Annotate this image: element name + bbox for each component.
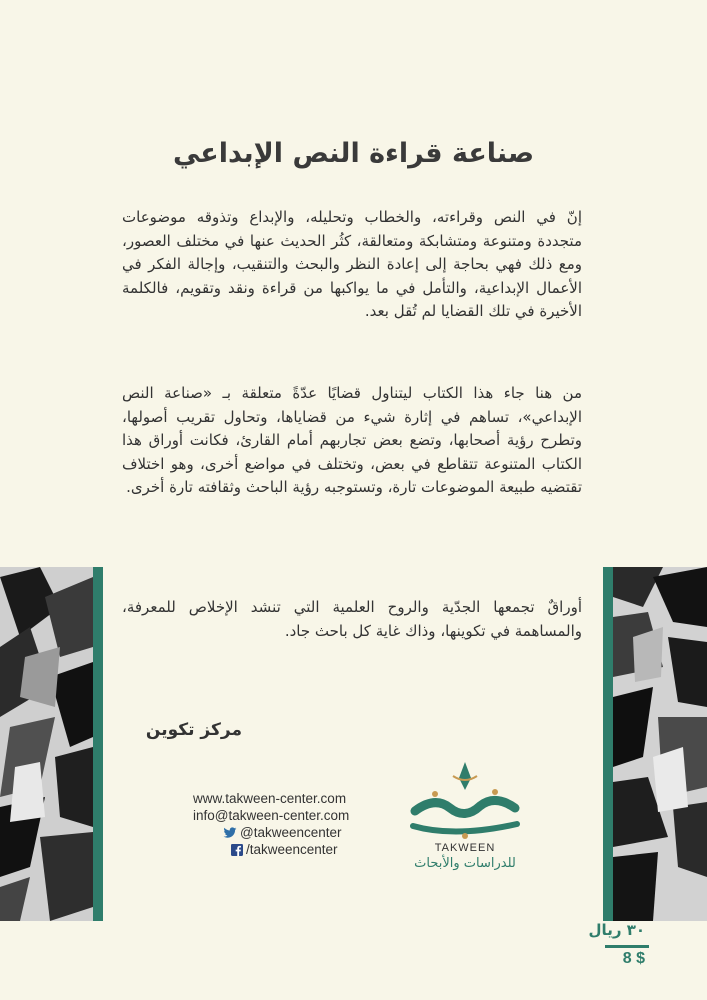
- email-link[interactable]: info@takween-center.com: [193, 808, 350, 823]
- decorative-shards-right: [613, 567, 707, 921]
- accent-bar-right: [603, 567, 613, 921]
- price-divider: [605, 945, 649, 948]
- logo-tagline: للدراسات والأبحاث: [414, 856, 516, 871]
- contact-block: [193, 790, 349, 858]
- paragraph-1: إنّ في النص وقراءته، والخطاب وتحليله، والإبداع وتذوقه موضوعات متجددة ومتنوعة ومتشابكة ومتعالقة، كثُر الحديث عنها في مختلف العصور، ومع ذلك فهي بحاجة إلى إعادة النظر والبحث والتنقيب، وإجالة الفكر في الأعمال الإبداعية، والتأمل في ما يواكبها من قراءة ونقد وتقويم، فالكلمة الأخيرة في تلك القضايا لم تُقل بعد.: [122, 208, 582, 320]
- paragraph-3: أوراقٌ تجمعها الجدّية والروح العلمية التي تنشد الإخلاص للمعرفة، والمساهمة في تكوينها، وذاك غاية كل باحث جاد.: [122, 598, 582, 640]
- book-title: صناعة قراءة النص الإبداعي: [172, 138, 535, 169]
- website-link[interactable]: www.takween-center.com: [193, 791, 347, 806]
- accent-bar-left: [93, 567, 103, 921]
- twitter-icon: [223, 827, 237, 839]
- price-usd: 8 $: [622, 950, 645, 967]
- price-sar: ٣٠ ريال: [588, 921, 645, 939]
- facebook-icon: [231, 844, 243, 856]
- facebook-handle[interactable]: /takweencenter: [246, 842, 338, 857]
- facebook-row: [193, 841, 349, 858]
- website-row: [193, 790, 349, 807]
- twitter-row: [193, 824, 349, 841]
- twitter-handle[interactable]: @takweencenter: [240, 825, 342, 840]
- decorative-shards-left: [0, 567, 93, 921]
- logo-english-text: TAKWEEN: [434, 842, 496, 854]
- paragraph-2: من هنا جاء هذا الكتاب ليتناول قضايًا عدّةً متعلقة بـ «صناعة النص الإبداعي»، تساهم في إثارة شيء من قضاياها، وتحاول تقريب أصولها، وتطرح رؤية أصحابها، وتضع بعض تجاربهم أمام القارئ، فكانت أوراق هذا الكتاب المتنوعة تتقاطع في بعض، وتختلف في مواضع أخرى، وهو اختلاف تقتضيه طبيعة الموضوعات تارة، وتستوجبه رؤية الباحث وثقافته تارة أخرى.: [122, 384, 582, 496]
- signature: مركز تكوين: [145, 720, 242, 740]
- email-row: [193, 807, 349, 824]
